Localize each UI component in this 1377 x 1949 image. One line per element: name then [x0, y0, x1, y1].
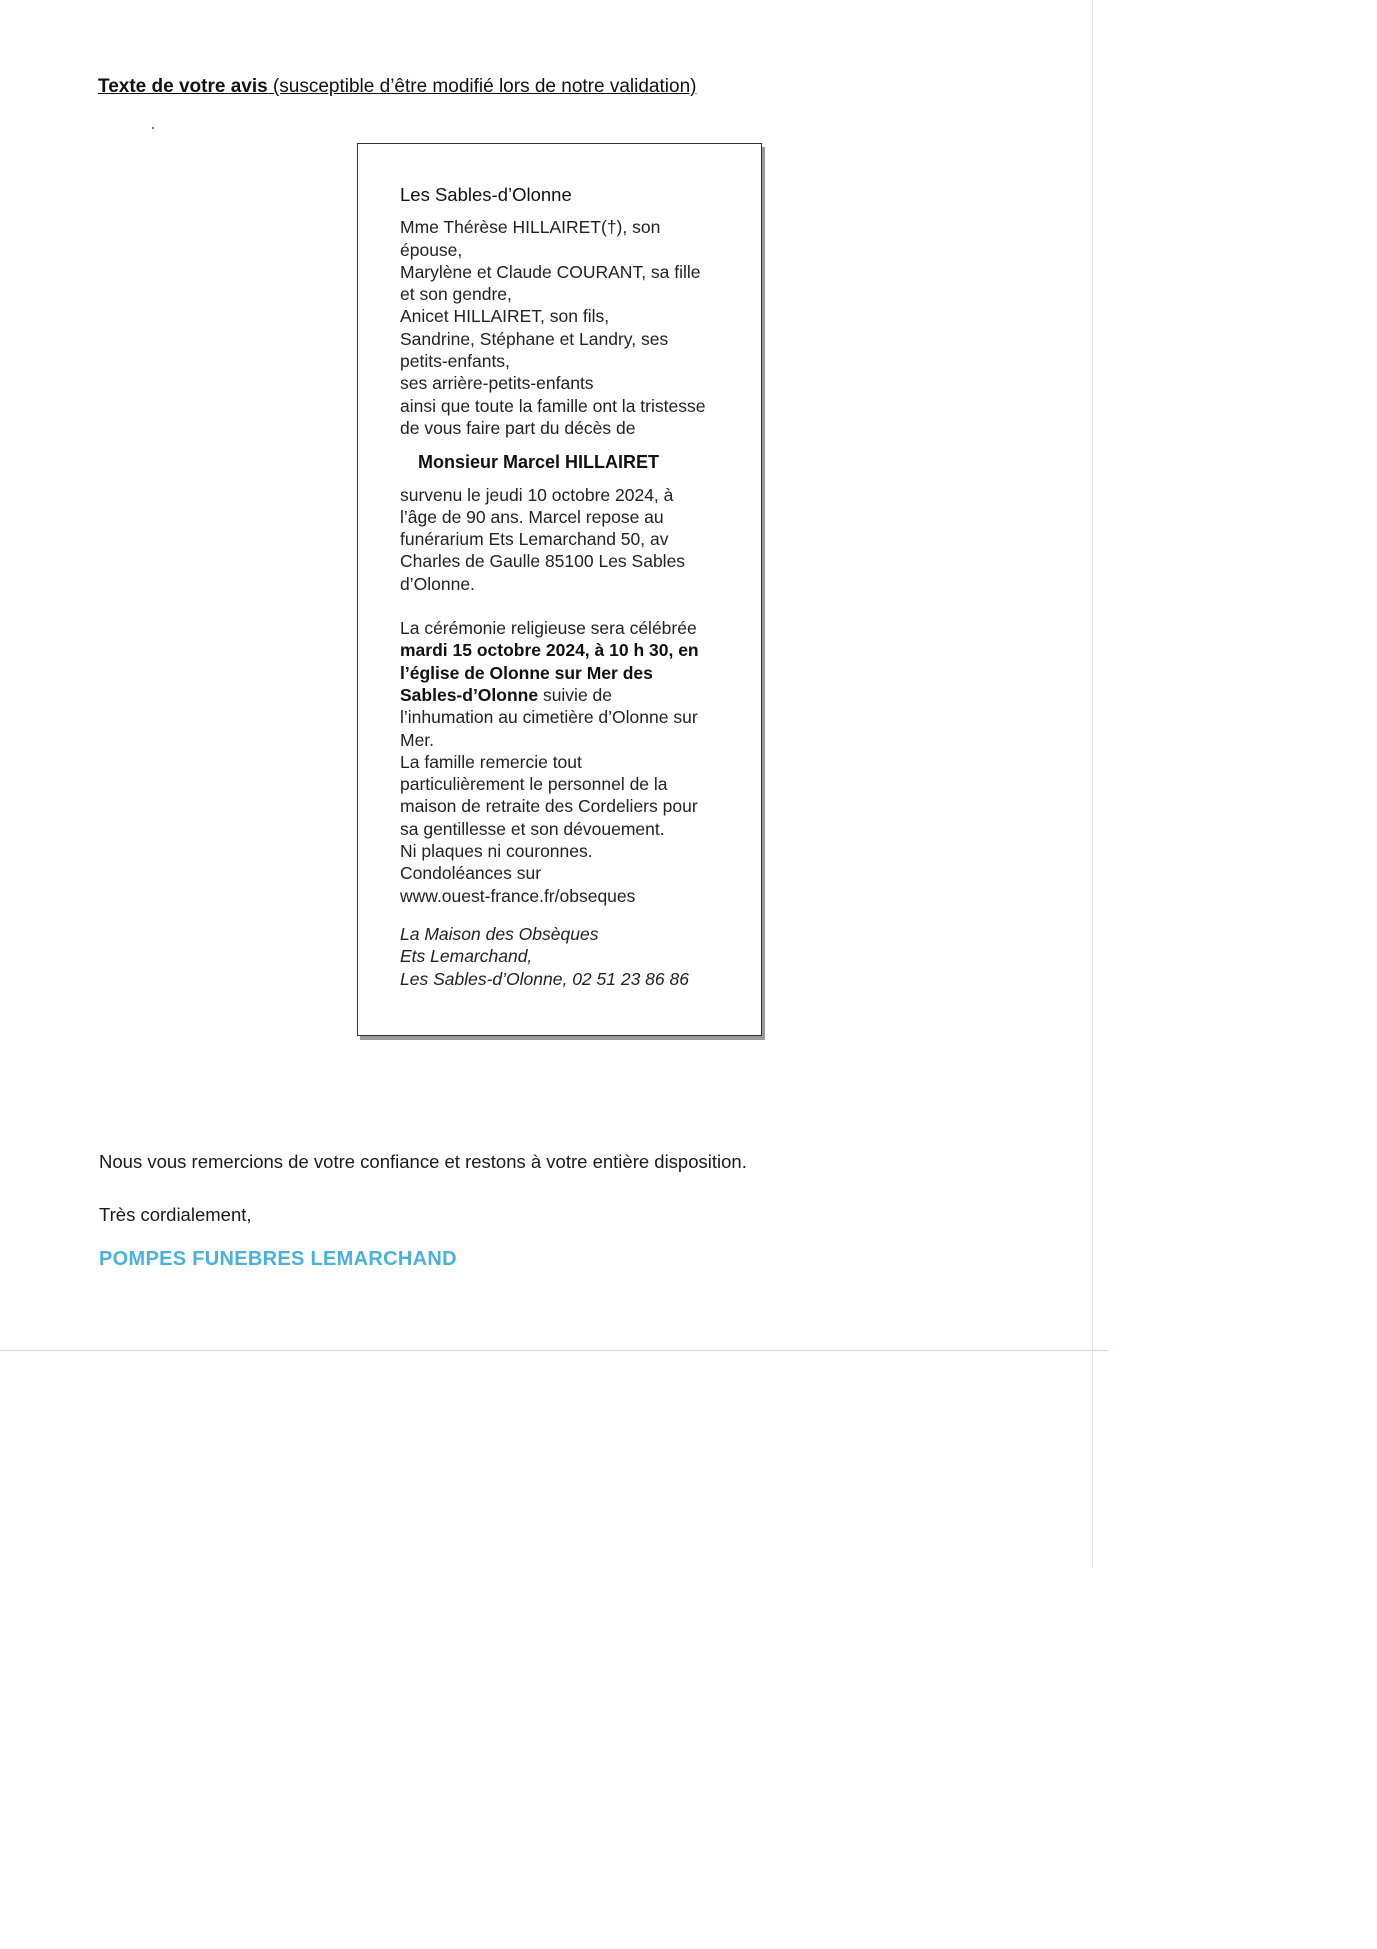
closing-thanks: Nous vous remercions de votre confiance et restons à votre entière disposition.: [99, 1151, 747, 1172]
page-divider: [0, 1350, 1108, 1351]
notice-header-title: Texte de votre avis: [98, 76, 268, 97]
family-list: [400, 216, 730, 439]
burial-line: La famille remercie tout: [400, 751, 582, 772]
ceremony-town-line: [400, 684, 730, 706]
burial-line: particulièrement le personnel de la: [400, 774, 668, 795]
notice-header: [98, 76, 696, 98]
family-line: ainsi que toute la famille ont la tristesse: [400, 395, 706, 416]
ceremony-intro: La cérémonie religieuse sera célébrée: [400, 618, 697, 639]
family-line: petits-enfants,: [400, 351, 510, 372]
family-line: Anicet HILLAIRET, son fils,: [400, 306, 610, 327]
obituary-notice: [357, 143, 762, 1036]
scan-edge: [1092, 0, 1093, 1568]
burial-line: sa gentillesse et son dévouement.: [400, 818, 665, 839]
ceremony-place: l’église de Olonne sur Mer des: [400, 662, 653, 683]
ceremony-after: suivie de: [538, 684, 613, 705]
family-line: Marylène et Claude COURANT, sa fille: [400, 261, 701, 282]
signature-line: Ets Lemarchand,: [400, 946, 533, 967]
funeral-home-signature: [400, 923, 730, 990]
company-name: POMPES FUNEBRES LEMARCHAND: [99, 1248, 457, 1270]
closing-regards: Très cordialement,: [99, 1204, 252, 1225]
burial-line: maison de retraite des Cordeliers pour: [400, 796, 698, 817]
scan-speck: [152, 127, 154, 129]
burial-line: Condoléances sur: [400, 863, 542, 884]
death-line: Charles de Gaulle 85100 Les Sables: [400, 551, 686, 572]
obituary-text: [400, 184, 730, 990]
ceremony-date: mardi 15 octobre 2024, à 10 h 30, en: [400, 640, 699, 661]
death-details: [400, 484, 730, 595]
family-line: Mme Thérèse HILLAIRET(†), son: [400, 217, 661, 238]
ceremony-details: [400, 617, 730, 907]
burial-line: l’inhumation au cimetière d’Olonne sur: [400, 707, 698, 728]
family-line: et son gendre,: [400, 284, 512, 305]
burial-line: Mer.: [400, 729, 435, 750]
paragraph-gap: [400, 595, 730, 617]
family-line: épouse,: [400, 239, 463, 260]
death-line: funérarium Ets Lemarchand 50, av: [400, 529, 669, 550]
ceremony-town: Sables-d’Olonne: [400, 684, 539, 705]
death-line: l’âge de 90 ans. Marcel repose au: [400, 506, 664, 527]
family-line: ses arrière-petits-enfants: [400, 373, 594, 394]
death-line: survenu le jeudi 10 octobre 2024, à: [400, 484, 674, 505]
family-line: de vous faire part du décès de: [400, 417, 636, 438]
signature-line: Les Sables-d’Olonne, 02 51 23 86 86: [400, 968, 689, 989]
notice-header-note: (susceptible d’être modifié lors de notre validation): [267, 76, 697, 97]
notice-city: Les Sables-d’Olonne: [400, 184, 572, 205]
burial-line: Ni plaques ni couronnes.: [400, 841, 593, 862]
condolence-url: www.ouest-france.fr/obseques: [400, 885, 636, 906]
signature-line: La Maison des Obsèques: [400, 923, 599, 944]
family-line: Sandrine, Stéphane et Landry, ses: [400, 328, 669, 349]
deceased-name: Monsieur Marcel HILLAIRET: [418, 452, 660, 473]
death-line: d’Olonne.: [400, 573, 475, 594]
